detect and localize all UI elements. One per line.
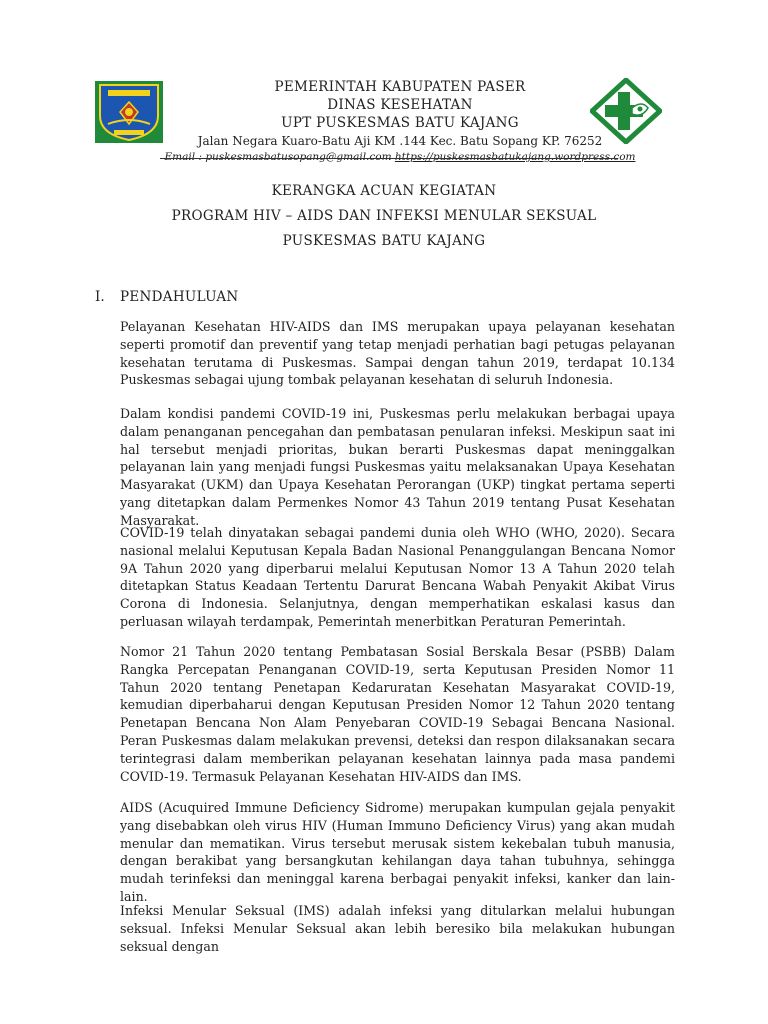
letterhead-email: Email : puskesmasbatusopang@gmail.com bbox=[164, 151, 392, 163]
section-number: I. bbox=[95, 289, 105, 305]
letterhead-institution: UPT PUSKESMAS BATU KAJANG bbox=[281, 115, 519, 131]
letterhead-divider bbox=[160, 158, 618, 159]
paragraph-6: Infeksi Menular Seksual (IMS) adalah infeksi yang ditularkan melalui hubungan seksual. Infeksi Menular Seksual akan lebih beresiko bila melakukan hubungan seksual dengan bbox=[120, 903, 675, 954]
letterhead bbox=[150, 78, 650, 165]
letterhead-department: DINAS KESEHATAN bbox=[327, 97, 473, 113]
paragraph-3: COVID-19 telah dinyatakan sebagai pandemi dunia oleh WHO (WHO, 2020). Secara nasional melalui Keputusan Kepala Badan Nasional Penanggulangan Bencana Nomor 9A Tahun 2020 yang diperbarui melalui Keputusan Nomor 13 A Tahun 2020 telah ditetapkan Status Keadaan Tertentu Darurat Bencana Wabah Penyakit Akibat Virus Corona di Indonesia. Selanjutnya, dengan memperhatikan eskalasi kasus dan perluasan wilayah terdampak, Pemerintah menerbitkan Peraturan Pemerintah. bbox=[120, 525, 675, 629]
section-heading: PENDAHULUAN bbox=[120, 289, 239, 305]
letterhead-address: Jalan Negara Kuaro-Batu Aji KM .144 Kec. Batu Sopang KP. 76252 bbox=[197, 134, 603, 148]
document-title-line1: KERANGKA ACUAN KEGIATAN bbox=[271, 183, 497, 199]
document-title-line2: PROGRAM HIV – AIDS DAN INFEKSI MENULAR SEKSUAL bbox=[171, 208, 597, 224]
document-title-line3: PUSKESMAS BATU KAJANG bbox=[282, 233, 486, 249]
paragraph-4: Nomor 21 Tahun 2020 tentang Pembatasan Sosial Berskala Besar (PSBB) Dalam Rangka Percepatan Penanganan COVID-19, serta Keputusan Presiden Nomor 11 Tahun 2020 tentang Penetapan Kedaruratan Kesehatan Masyarakat COVID-19, kemudian diperbaharui dengan Keputusan Presiden Nomor 12 Tahun 2020 tentang Penetapan Bencana Non Alam Penyebaran COVID-19 Sebagai Bencana Nasional. Peran Puskesmas dalam melakukan prevensi, deteksi dan respon dilaksanakan secara terintegrasi dalam memberikan pelayanan kesehatan lainnya pada masa pandemi COVID-19. Termasuk Pelayanan Kesehatan HIV-AIDS dan IMS. bbox=[120, 644, 675, 784]
paragraph-5: AIDS (Acuquired Immune Deficiency Sidrome) merupakan kumpulan gejala penyakit yang disebabkan oleh virus HIV (Human Immuno Deficiency Virus) yang akan mudah menular dan mematikan. Virus tersebut merusak sistem kekebalan tubuh manusia, dengan berakibat yang bersangkutan kehilangan daya tahan tubuhnya, sehingga mudah terinfeksi dan meninggal karena berbagai penyakit infeksi, kanker dan lain-lain. bbox=[120, 800, 675, 904]
paragraph-2: Dalam kondisi pandemi COVID-19 ini, Puskesmas perlu melakukan berbagai upaya dalam penanganan pencegahan dan pembatasan penularan infeksi. Meskipun saat ini hal tersebut menjadi prioritas, bukan berarti Puskesmas dapat meninggalkan pelayanan lain yang menjadi fungsi Puskesmas yaitu melaksanakan Upaya Kesehatan Masyarakat (UKM) dan Upaya Kesehatan Perorangan (UKP) tingkat pertama seperti yang ditetapkan dalam Permenkes Nomor 43 Tahun 2019 tentang Pusat Kesehatan Masyarakat. bbox=[120, 406, 675, 528]
letterhead-website-link[interactable]: https://puskesmasbatukajang.wordpress.com bbox=[394, 151, 636, 163]
paragraph-1: Pelayanan Kesehatan HIV-AIDS dan IMS merupakan upaya pelayanan kesehatan seperti promotif dan preventif yang tetap menjadi perhatian bagi petugas pelayanan kesehatan terutama di Puskesmas. Sampai dengan tahun 2019, terdapat 10.134 Puskesmas sebagai ujung tombak pelayanan kesehatan di seluruh Indonesia. bbox=[120, 319, 675, 388]
letterhead-government: PEMERINTAH KABUPATEN PASER bbox=[274, 79, 526, 95]
